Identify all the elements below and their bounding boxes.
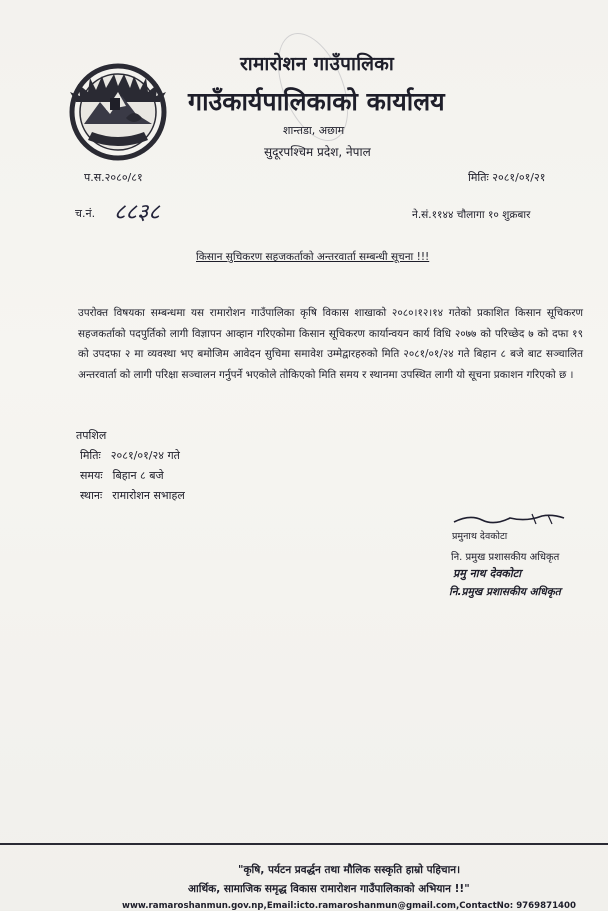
- office-province: सुदूरपश्चिम प्रदेश, नेपाल: [264, 145, 371, 159]
- detail-value: २०८१/०१/२४ गते: [110, 449, 180, 462]
- notice-subject: किसान सुचिकरण सहजकर्ताको अन्तरवार्ता सम्बन्धी सूचना !!!: [196, 251, 430, 263]
- dispatch-number: ८८३८: [114, 200, 160, 225]
- stamp-title: नि.प्रमुख प्रशासकीय अधिकृत: [449, 586, 561, 598]
- office-title: गाउँकार्यपालिकाको कार्यालय: [188, 87, 445, 116]
- notice-body: उपरोक्त विषयका सम्बन्धमा यस रामारोशन गाउँपालिका कृषि विकास शाखाको २०८०।१२।१४ गतेको प्रकाशित किसान सूचिकरण सहजकर्ताको पदपुर्तिको लागी विज्ञापन आव्हान गरिएकोमा किसान सूचिकरण कार्यान्वयन कार्य विधि २०७७ को परिच्छेद ७ को दफा १९ को उपदफा २ मा व्यवस्था भए बमोजिम आवेदन सुचिमा समावेश उम्मेद्वारहरुको मिति २०८१/०१/२४ गते बिहान ८ बजे बाट सञ्चालित अन्तरवार्ता को लागी परिक्षा सञ्चालन गर्नुपर्ने भएकोले तोकिएको मिति समय र स्थानमा उपस्थित लागी यो सूचना प्रकाशन गरिएको छ ।: [78, 307, 583, 381]
- reference-number: प.स.२०८०/८१: [84, 171, 143, 184]
- detail-label: समयः: [80, 469, 103, 482]
- nepal-sambat-date: ने.सं.११४४ चौलागा १० शुक्रबार: [412, 209, 531, 221]
- detail-value: बिहान ८ बजे: [112, 469, 164, 482]
- footer-divider: [0, 843, 608, 845]
- signatory-title: नि. प्रमुख प्रशासकीय अधिकृत: [451, 552, 560, 563]
- detail-row-time: [80, 468, 164, 483]
- detail-row-date: [80, 448, 180, 463]
- office-place: शान्तडा, अछाम: [283, 124, 345, 137]
- footer-slogan-line1: "कृषि, पर्यटन प्रवर्द्धन तथा मौलिक सस्कृति हाम्रो पहिचान।: [238, 864, 461, 876]
- dispatch-label: च.नं.: [75, 207, 96, 220]
- municipality-name: रामारोशन गाउँपालिका: [240, 53, 395, 75]
- signatory-name: प्रमुनाथ देवकोटा: [452, 531, 508, 542]
- detail-value: रामारोशन सभाहल: [112, 489, 185, 502]
- issue-date: मितिः २०८१/०१/२१: [468, 171, 546, 184]
- detail-label: स्थानः: [80, 489, 103, 502]
- footer-slogan-line2: आर्थिक, सामाजिक समृद्ध विकास रामारोशन गाउँपालिकाको अभियान !!": [188, 883, 470, 895]
- nepal-emblem-icon: [66, 62, 170, 162]
- signature-icon: [452, 512, 568, 526]
- detail-label: मितिः: [80, 449, 101, 462]
- details-heading: तपशिल: [76, 429, 107, 442]
- detail-row-venue: [80, 488, 185, 503]
- footer-contact: www.ramaroshanmun.gov.np,Email:icto.ramaroshanmun@gmail.com,ContactNo: 9769871400: [122, 901, 576, 911]
- stamp-name: प्रमु नाथ देवकोटा: [453, 567, 522, 580]
